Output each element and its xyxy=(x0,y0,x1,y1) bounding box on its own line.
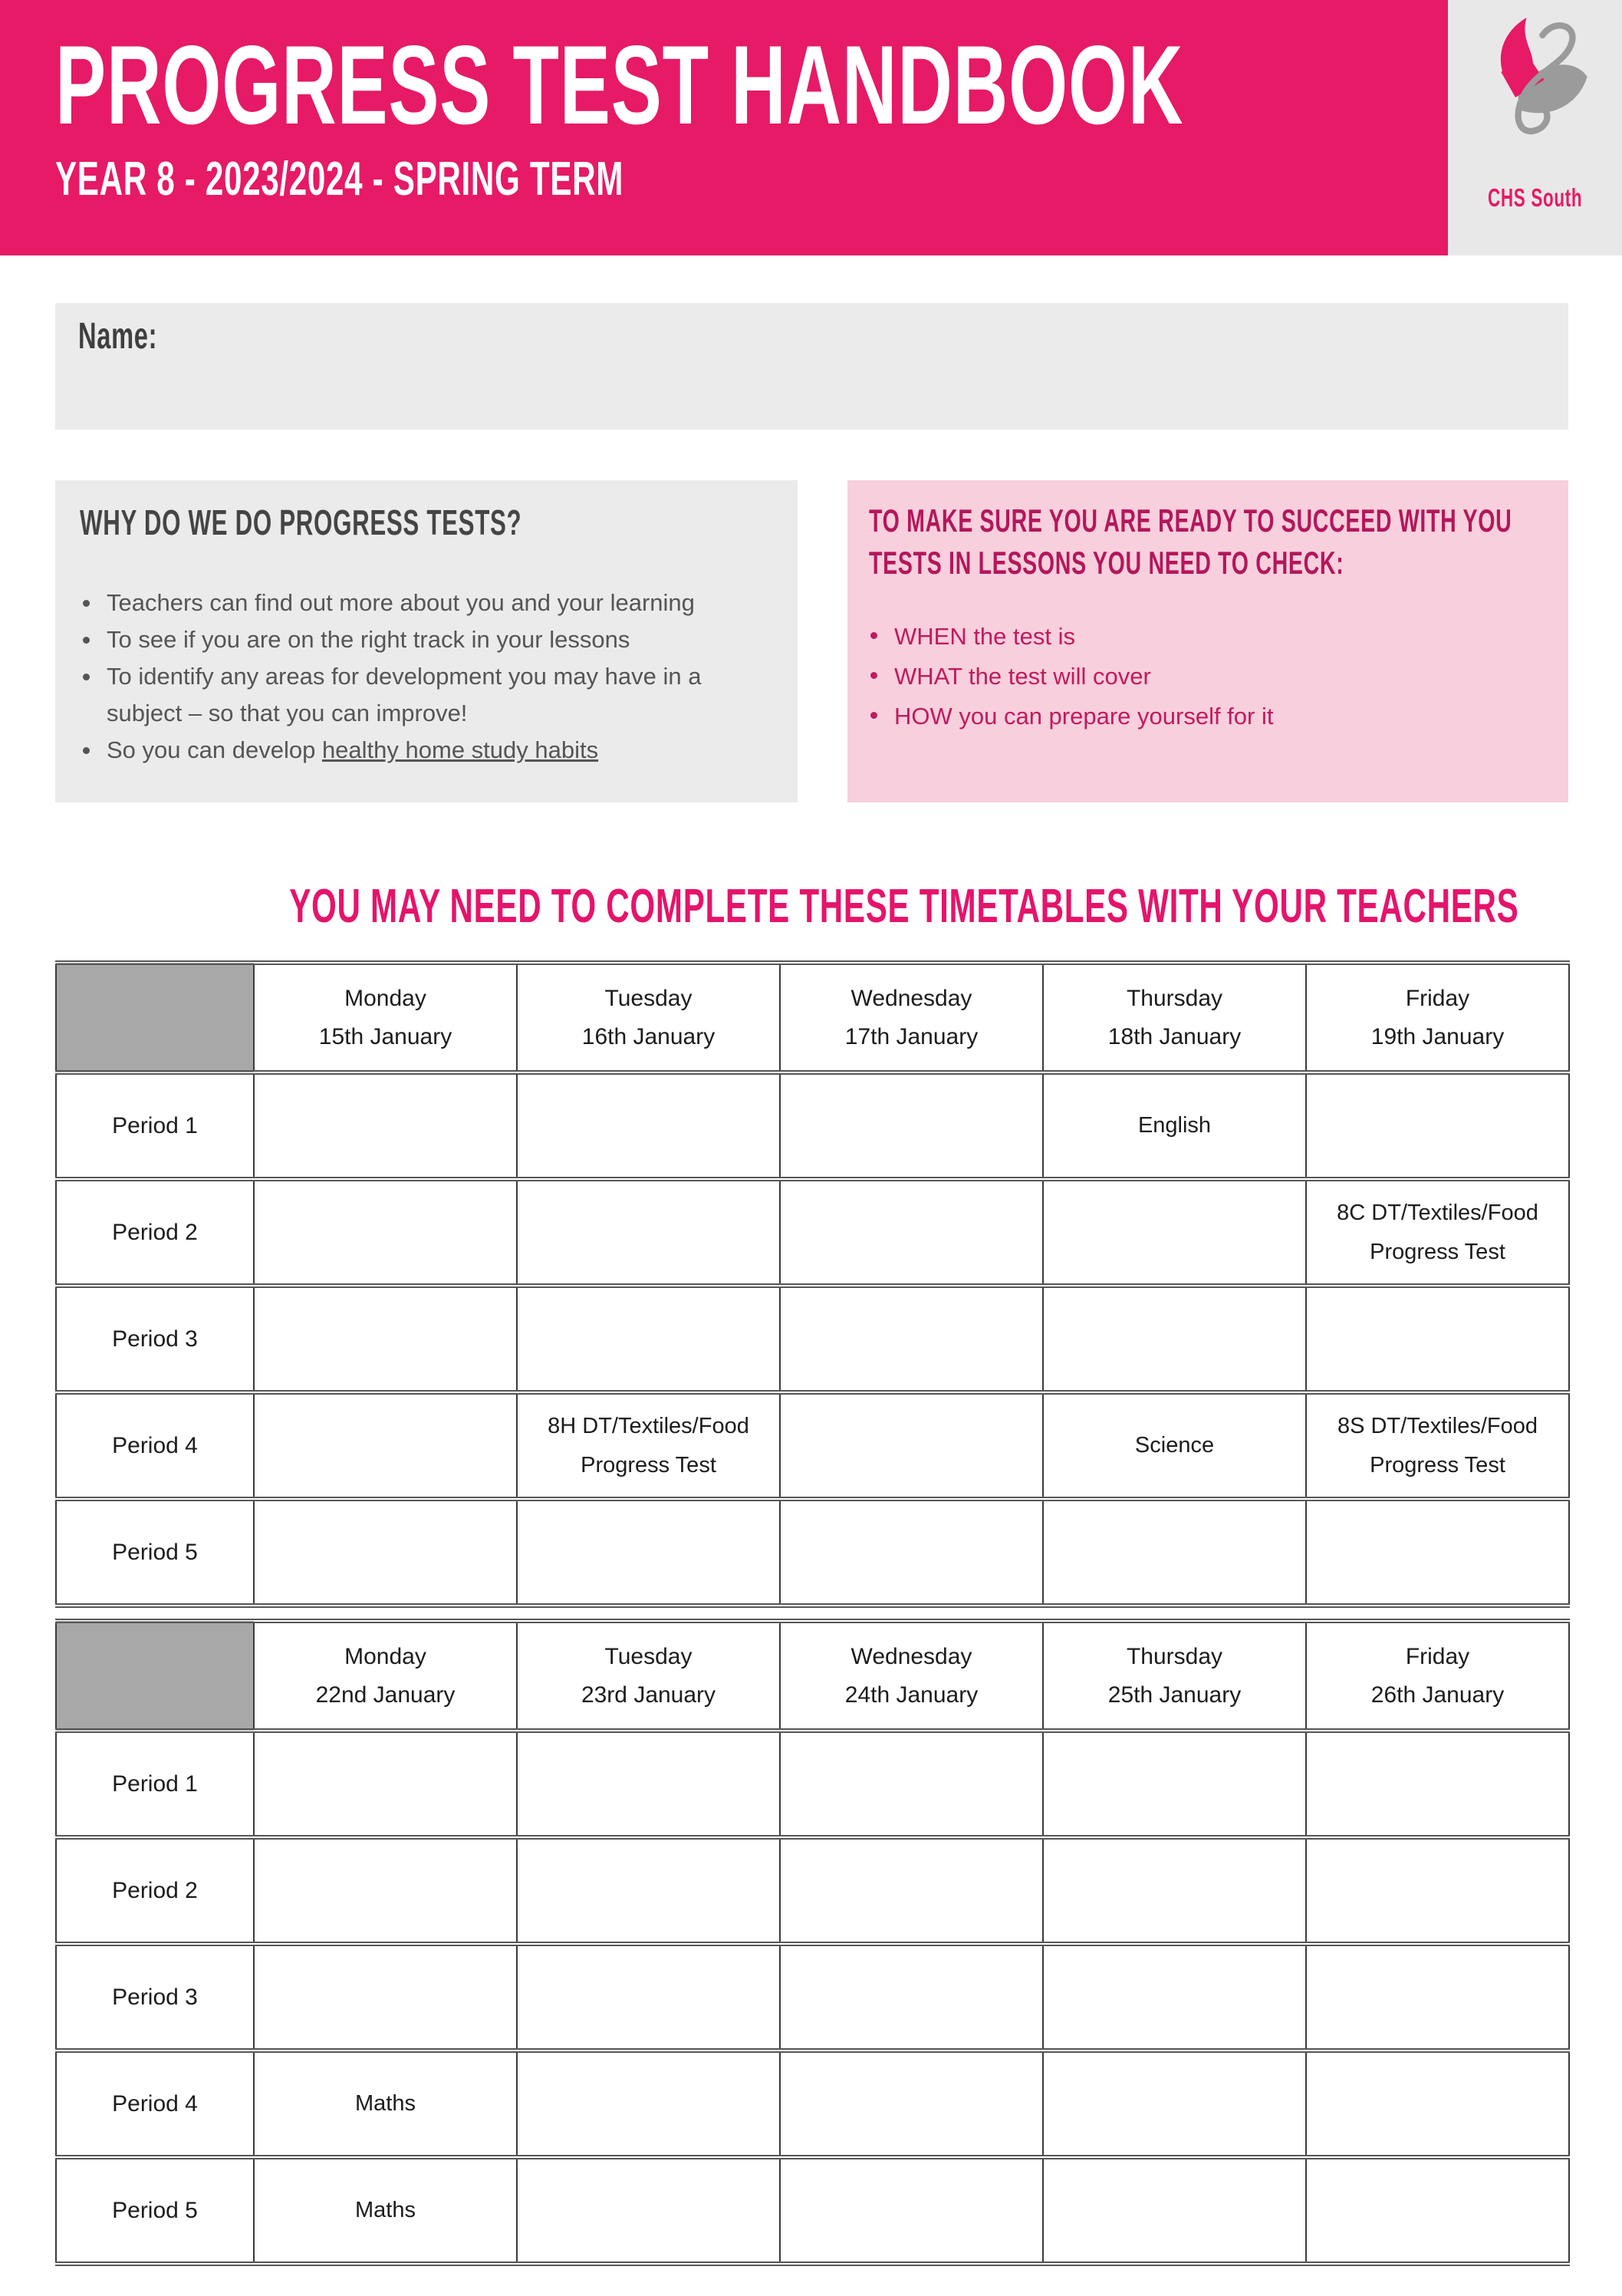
why-box-bullet-list xyxy=(83,585,758,769)
bullet-text: To identify any areas for development you may have in a subject – so that you can improve! xyxy=(107,663,702,726)
bullet-dot-icon xyxy=(870,632,877,639)
timetable-cell xyxy=(517,1944,780,2051)
timetable-cell xyxy=(1043,1286,1306,1392)
day-date: 17th January xyxy=(844,1023,979,1049)
timetable-cell xyxy=(517,2051,780,2157)
timetable-cell xyxy=(780,1286,1043,1392)
timetable-row xyxy=(56,1179,1569,1286)
timetable-cell xyxy=(1306,1731,1569,1837)
timetable-day-header xyxy=(517,1621,780,1731)
day-name: Thursday xyxy=(1126,985,1223,1011)
timetable-cell xyxy=(1306,2157,1569,2264)
period-label: Period 4 xyxy=(56,2051,254,2157)
timetable-row xyxy=(56,1837,1569,1944)
timetables-section-title: YOU MAY NEED TO COMPLETE THESE TIMETABLES WITH YOUR TEACHERS xyxy=(289,880,1519,933)
period-label: Period 3 xyxy=(56,1286,254,1392)
timetable-corner-cell xyxy=(56,963,254,1072)
day-date: 26th January xyxy=(1370,1682,1505,1708)
timetable-cell xyxy=(517,1837,780,1944)
why-progress-tests-box xyxy=(55,480,798,802)
bullet-dot-icon xyxy=(870,712,877,719)
timetable-cell: Maths xyxy=(254,2051,517,2157)
timetable-day-header xyxy=(1043,1621,1306,1731)
bullet-text: HOW you can prepare yourself for it xyxy=(894,703,1274,730)
timetable-row xyxy=(56,1499,1569,1606)
list-item xyxy=(83,621,742,658)
timetable-cell xyxy=(254,1179,517,1286)
timetable-cell xyxy=(1043,1837,1306,1944)
bullet-dot-icon xyxy=(83,637,90,644)
ready-to-succeed-box xyxy=(847,480,1568,802)
timetable-cell xyxy=(254,1286,517,1392)
list-item xyxy=(870,617,1530,657)
timetable-cell xyxy=(780,1072,1043,1179)
day-name: Friday xyxy=(1405,985,1470,1011)
timetable-cell xyxy=(780,2157,1043,2264)
day-name: Tuesday xyxy=(604,985,693,1011)
chs-south-logo-icon xyxy=(1476,11,1595,183)
day-date: 18th January xyxy=(1107,1023,1242,1049)
school-logo-box xyxy=(1448,0,1622,255)
school-logo-text: CHS South xyxy=(1487,183,1583,212)
page-title: PROGRESS TEST HANDBOOK xyxy=(55,22,1184,147)
timetable-cell xyxy=(517,1499,780,1606)
day-name: Tuesday xyxy=(604,1643,693,1669)
timetable-week-1 xyxy=(55,960,1570,1608)
timetable-cell xyxy=(1306,1837,1569,1944)
check-box-bullet-list xyxy=(870,617,1530,736)
bullet-text: So you can develop healthy home study habits xyxy=(107,736,599,763)
day-date: 22nd January xyxy=(315,1682,456,1708)
timetable-corner-cell xyxy=(56,1621,254,1731)
day-name: Friday xyxy=(1405,1643,1470,1669)
bullet-text: WHEN the test is xyxy=(894,623,1075,650)
timetable-cell: 8C DT/Textiles/Food Progress Test xyxy=(1306,1179,1569,1286)
period-label: Period 5 xyxy=(56,1499,254,1606)
list-item xyxy=(83,585,742,621)
name-field-label: Name: xyxy=(78,316,158,357)
header-banner xyxy=(0,0,1448,255)
timetable-day-header xyxy=(780,1621,1043,1731)
timetable-day-header xyxy=(1306,1621,1569,1731)
day-date: 19th January xyxy=(1370,1023,1505,1049)
day-name: Monday xyxy=(344,985,426,1011)
check-box-heading: TO MAKE SURE YOU ARE READY TO SUCCEED WITH YOU TESTS IN LESSONS YOU NEED TO CHECK: xyxy=(869,502,1512,581)
timetable-day-header xyxy=(780,963,1043,1072)
timetable-cell xyxy=(1306,1499,1569,1606)
timetable-cell: Maths xyxy=(254,2157,517,2264)
timetable-cell xyxy=(254,1072,517,1179)
period-label: Period 1 xyxy=(56,1072,254,1179)
period-label: Period 1 xyxy=(56,1731,254,1837)
timetable-cell xyxy=(1043,1179,1306,1286)
why-box-heading: WHY DO WE DO PROGRESS TESTS? xyxy=(80,502,522,542)
timetable-cell xyxy=(254,1731,517,1837)
timetable-cell xyxy=(517,2157,780,2264)
day-date: 23rd January xyxy=(581,1682,716,1708)
period-label: Period 4 xyxy=(56,1392,254,1499)
timetable-row xyxy=(56,1731,1569,1837)
timetable-row xyxy=(56,1944,1569,2051)
timetable-cell xyxy=(780,1837,1043,1944)
timetable-day-header xyxy=(517,963,780,1072)
list-item xyxy=(870,657,1530,697)
timetable-row xyxy=(56,1392,1569,1499)
timetable-day-header xyxy=(1043,963,1306,1072)
period-label: Period 2 xyxy=(56,1837,254,1944)
day-date: 16th January xyxy=(581,1023,716,1049)
bullet-text: WHAT the test will cover xyxy=(894,663,1151,690)
day-name: Wednesday xyxy=(850,985,972,1011)
list-item xyxy=(870,697,1530,736)
list-item xyxy=(83,658,742,732)
timetable-cell xyxy=(517,1179,780,1286)
timetable-cell xyxy=(254,1837,517,1944)
timetable-cell xyxy=(780,1944,1043,2051)
timetable-cell xyxy=(780,1179,1043,1286)
timetable-cell xyxy=(1043,2051,1306,2157)
timetable-cell xyxy=(1306,1286,1569,1392)
timetable-cell xyxy=(1306,1072,1569,1179)
bullet-dot-icon xyxy=(83,600,90,607)
timetable-cell xyxy=(780,1731,1043,1837)
timetable-row xyxy=(56,1072,1569,1179)
name-field-box xyxy=(55,303,1568,430)
day-name: Wednesday xyxy=(850,1643,972,1669)
timetable-header-row xyxy=(56,963,1569,1072)
day-name: Monday xyxy=(344,1643,426,1669)
timetable-day-header xyxy=(1306,963,1569,1072)
timetable-cell xyxy=(254,1944,517,2051)
timetable-cell xyxy=(1306,2051,1569,2157)
timetable-row xyxy=(56,2051,1569,2157)
bullet-dot-icon xyxy=(83,747,90,754)
day-date: 24th January xyxy=(844,1682,979,1708)
timetable-day-header xyxy=(254,1621,517,1731)
timetable-cell: 8H DT/Textiles/Food Progress Test xyxy=(517,1392,780,1499)
timetable-cell xyxy=(517,1286,780,1392)
timetable-row xyxy=(56,2157,1569,2264)
timetable-cell xyxy=(254,1392,517,1499)
timetable-cell xyxy=(780,1392,1043,1499)
day-date: 25th January xyxy=(1107,1682,1242,1708)
timetable-cell xyxy=(1043,1499,1306,1606)
timetable-cell xyxy=(254,1499,517,1606)
bullet-text: Teachers can find out more about you and your learning xyxy=(107,589,695,616)
bullet-text: To see if you are on the right track in your lessons xyxy=(107,626,630,653)
bullet-dot-icon xyxy=(870,672,877,679)
period-label: Period 5 xyxy=(56,2157,254,2264)
timetable-cell xyxy=(780,2051,1043,2157)
timetable-cell xyxy=(1043,1944,1306,2051)
timetable-row xyxy=(56,1286,1569,1392)
timetable-cell xyxy=(780,1499,1043,1606)
timetable-day-header xyxy=(254,963,517,1072)
timetable-cell xyxy=(1306,1944,1569,2051)
underlined-text: healthy home study habits xyxy=(321,736,599,763)
day-name: Thursday xyxy=(1126,1643,1223,1669)
period-label: Period 2 xyxy=(56,1179,254,1286)
timetable-cell xyxy=(517,1072,780,1179)
timetable-cell: Science xyxy=(1043,1392,1306,1499)
day-date: 15th January xyxy=(318,1023,452,1049)
bullet-dot-icon xyxy=(83,674,90,680)
timetable-cell: English xyxy=(1043,1072,1306,1179)
timetable-cell: 8S DT/Textiles/Food Progress Test xyxy=(1306,1392,1569,1499)
period-label: Period 3 xyxy=(56,1944,254,2051)
timetable-header-row xyxy=(56,1621,1569,1731)
timetable-cell xyxy=(517,1731,780,1837)
timetable-cell xyxy=(1043,2157,1306,2264)
timetable-cell xyxy=(1043,1731,1306,1837)
list-item xyxy=(83,732,742,769)
timetable-week-2 xyxy=(55,1619,1570,2266)
page-subtitle: YEAR 8 - 2023/2024 - SPRING TERM xyxy=(55,153,624,206)
